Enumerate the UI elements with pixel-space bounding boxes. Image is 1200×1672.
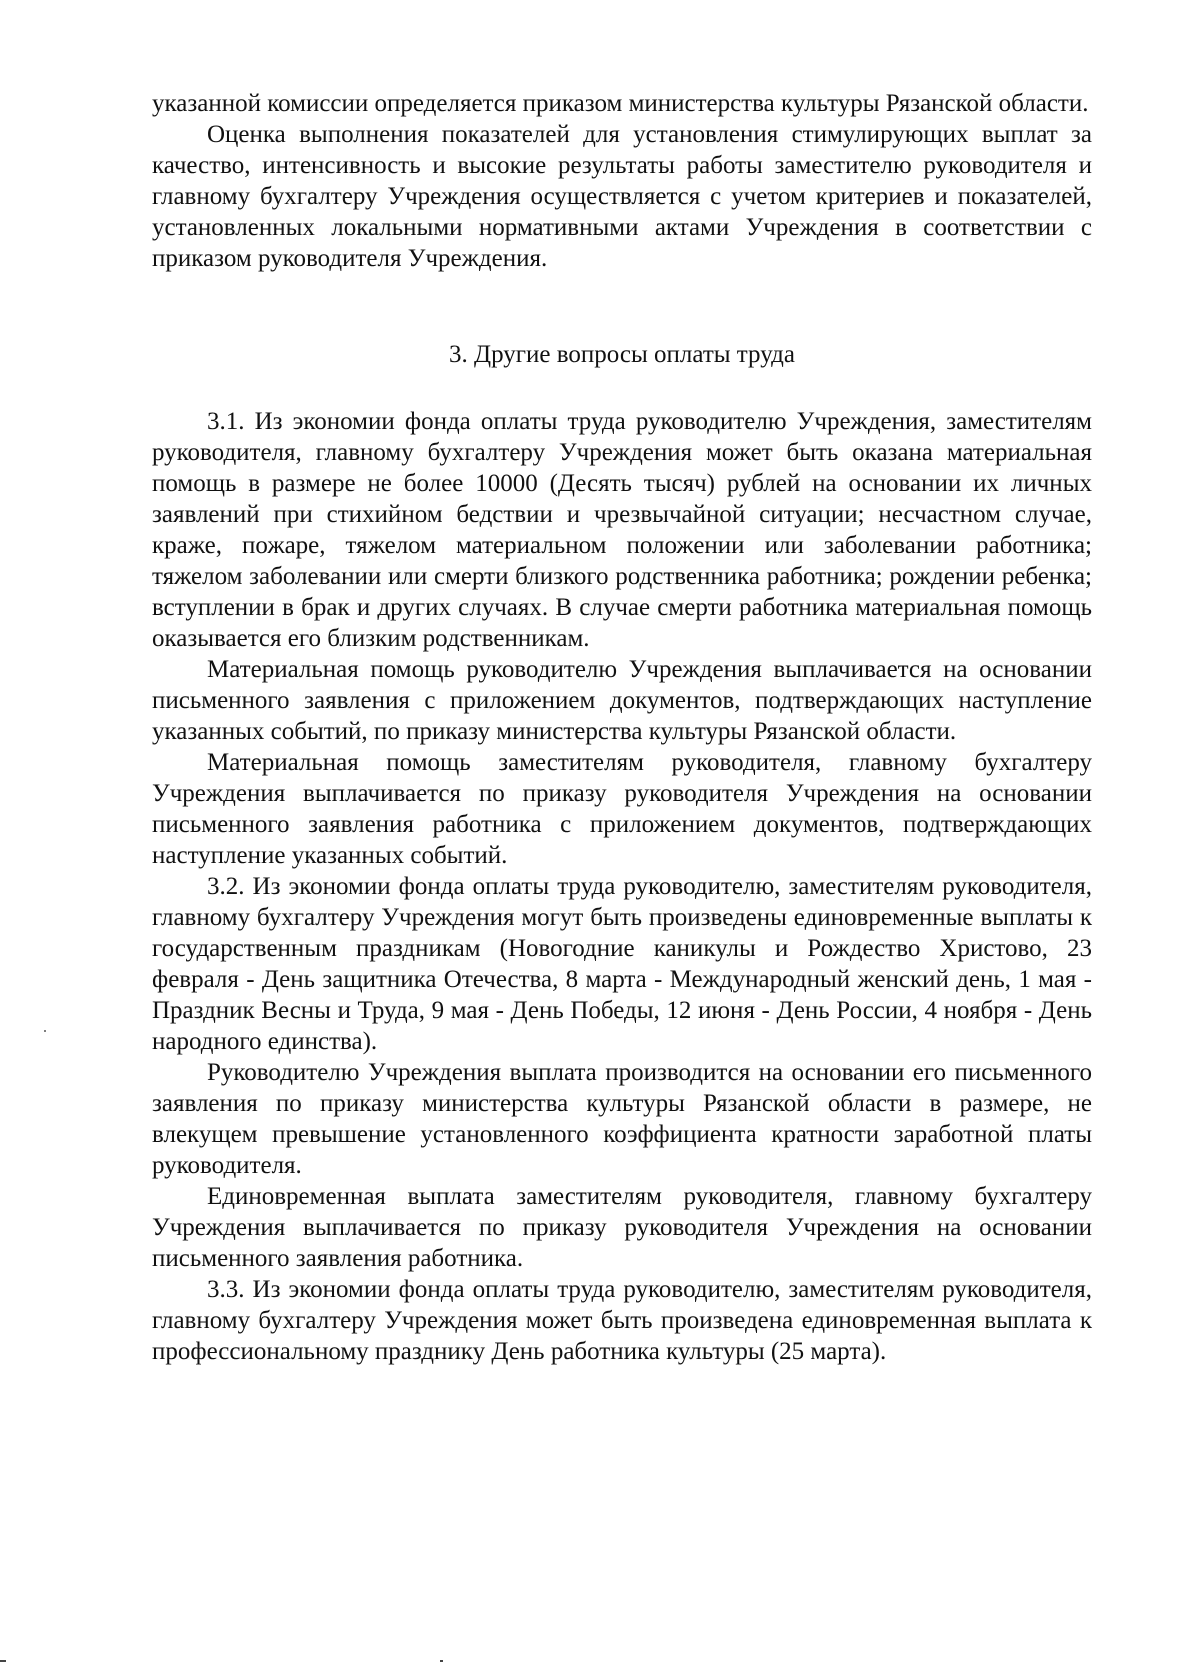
scan-edge-mark-left	[0, 1660, 6, 1662]
scan-speck	[44, 1030, 46, 1032]
document-page	[152, 88, 1092, 1367]
paragraph-continuation: указанной комиссии определяется приказом министерства культуры Рязанской области.	[152, 90, 1089, 117]
paragraph-3-1: 3.1. Из экономии фонда оплаты труда руководителю Учреждения, заместителям руководителя, главному бухгалтеру Учреждения может быть оказана материальная помощь в размере не более 10000 (Десять тысяч) рублей на основании их личных заявлений при стихийном бедствии и чрезвычайной ситуации; несчастном случае, краже, пожаре, тяжелом материальном положении или заболевании работника; тяжелом заболевании или смерти близкого родственника работника; рождении ребенка; вступлении в брак и других случаях. В случае смерти работника материальная помощь оказывается его близким родственникам.	[152, 408, 1092, 652]
paragraph-evaluation: Оценка выполнения показателей для установления стимулирующих выплат за качество, интенсивность и высокие результаты работы заместителю руководителя и главному бухгалтеру Учреждения осуществляется с учетом критериев и показателей, установленных локальными нормативными актами Учреждения в соответствии с приказом руководителя Учреждения.	[152, 121, 1092, 272]
section-title: 3. Другие вопросы оплаты труда	[449, 341, 795, 368]
scan-edge-mark-center	[440, 1660, 443, 1662]
paragraph-head-payment: Руководителю Учреждения выплата производится на основании его письменного заявления по приказу министерства культуры Рязанской области в размере, не влекущем превышение установленного коэффициента кратности заработной платы руководителя.	[152, 1059, 1092, 1179]
paragraph-material-help-head: Материальная помощь руководителю Учреждения выплачивается на основании письменного заявления с приложением документов, подтверждающих наступление указанных событий, по приказу министерства культуры Рязанской области.	[152, 656, 1092, 745]
paragraph-material-help-deputies: Материальная помощь заместителям руководителя, главному бухгалтеру Учреждения выплачивается по приказу руководителя Учреждения на основании письменного заявления работника с приложением документов, подтверждающих наступление указанных событий.	[152, 749, 1092, 869]
paragraph-3-3: 3.3. Из экономии фонда оплаты труда руководителю, заместителям руководителя, главному бухгалтеру Учреждения может быть произведена единовременная выплата к профессиональному празднику День работника культуры (25 марта).	[152, 1276, 1092, 1365]
paragraph-one-time-payment: Единовременная выплата заместителям руководителя, главному бухгалтеру Учреждения выплачивается по приказу руководителя Учреждения на основании письменного заявления работника.	[152, 1183, 1092, 1272]
paragraph-3-2: 3.2. Из экономии фонда оплаты труда руководителю, заместителям руководителя, главному бухгалтеру Учреждения могут быть произведены единовременные выплаты к государственным праздникам (Новогодние каникулы и Рождество Христово, 23 февраля - День защитника Отечества, 8 марта - Международный женский день, 1 мая - Праздник Весны и Труда, 9 мая - День Победы, 12 июня - День России, 4 ноября - День народного единства).	[152, 873, 1092, 1055]
